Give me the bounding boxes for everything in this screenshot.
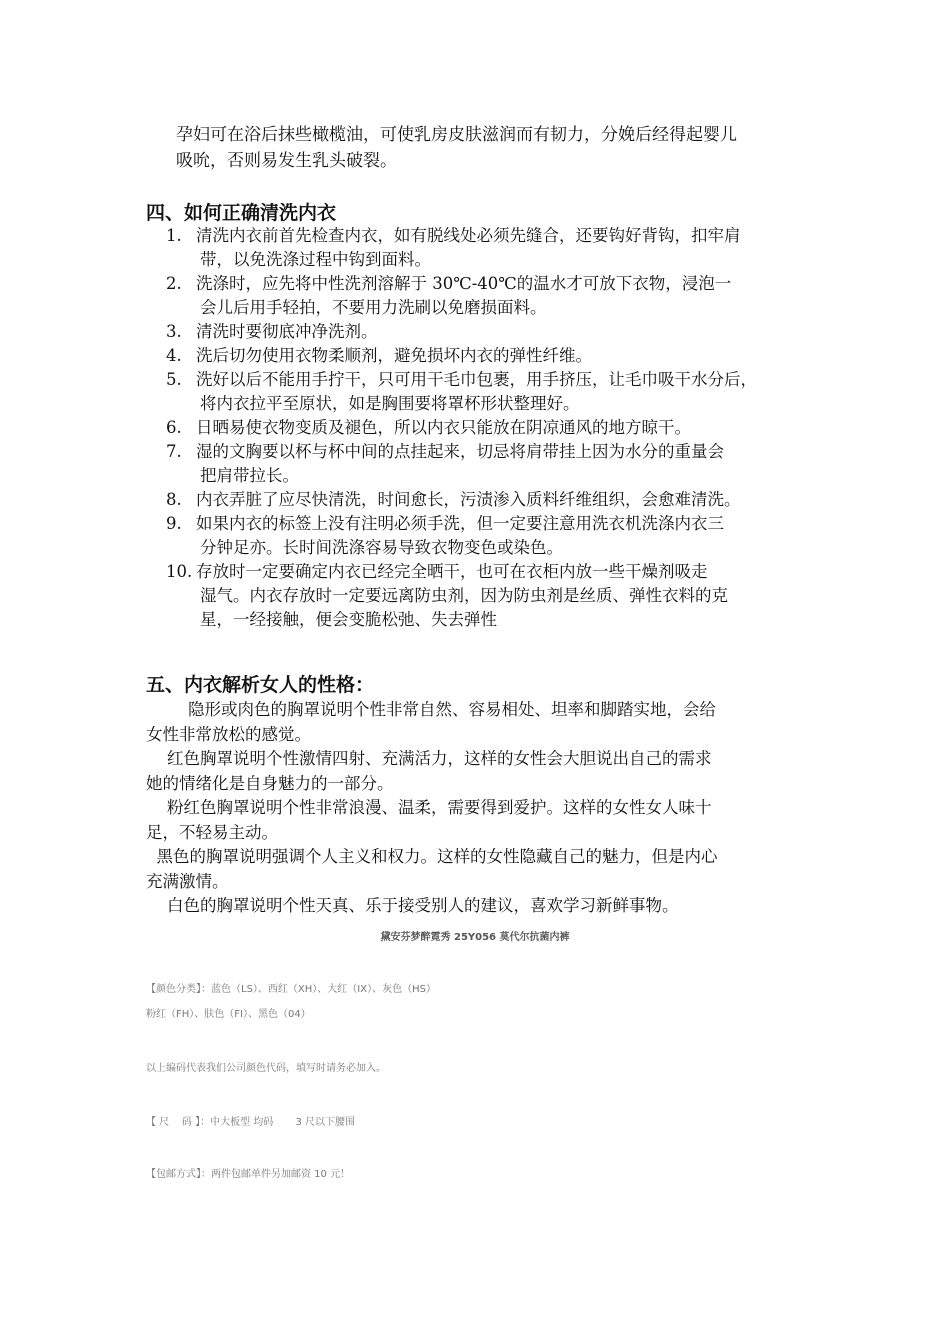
list-item-line: 洗涤时，应先将中性洗剂溶解于 30℃-40℃的温水才可放下衣物，浸泡一 — [196, 274, 732, 293]
list-item-number: 1. — [166, 226, 182, 245]
paragraph-line: 女性非常放松的感觉。 — [146, 724, 311, 744]
list-item-line: 把肩带拉长。 — [200, 466, 299, 485]
personality-paragraphs — [146, 698, 816, 919]
list-item-line: 内衣弄脏了应尽快清洗，时间愈长，污渍渗入质料纤维组织，会愈难清洗。 — [196, 490, 741, 509]
color-classification: 【颜色分类】：蓝色（LS）、西红（XH）、大红（IX）、灰色（HS） — [146, 984, 436, 995]
section-heading: 四、如何正确清洗内衣 — [146, 202, 337, 224]
color-classification-cont: 粉红（FH）、肤色（FI）、黑色（04） — [146, 1009, 311, 1020]
intro-paragraph — [176, 122, 816, 174]
list-item-line: 存放时一定要确定内衣已经完全晒干，也可在衣柜内放一些干燥剂吸走 — [196, 562, 708, 581]
list-item-text — [196, 320, 826, 344]
code-note: 以上编码代表我们公司颜色代码，填写时请务必加入。 — [146, 1063, 386, 1074]
washing-steps-list — [166, 224, 826, 632]
list-item — [166, 440, 826, 488]
list-item-text — [196, 440, 826, 488]
list-item-number: 5. — [166, 370, 182, 389]
size-info: 【 尺 码 】：中大板型 均码 3 尺以下腰围 — [146, 1117, 356, 1128]
intro-line: 孕妇可在浴后抹些橄榄油，可使乳房皮肤滋润而有韧力，分娩后经得起婴儿 — [176, 125, 737, 145]
list-item — [166, 488, 826, 512]
list-item-number: 9. — [166, 514, 182, 533]
paragraph-line: 白色的胸罩说明个性天真、乐于接受别人的建议，喜欢学习新鲜事物。 — [146, 896, 679, 915]
list-item-line: 洗好以后不能用手拧干，只可用干毛巾包裹，用手挤压，让毛巾吸干水分后， — [196, 370, 757, 389]
list-item-line: 星，一经接触，便会变脆松弛、失去弹性 — [200, 610, 497, 629]
paragraph-line: 她的情绪化是自身魅力的一部分。 — [146, 773, 394, 793]
list-item — [166, 416, 826, 440]
intro-line: 吸吮，否则易发生乳头破裂。 — [176, 151, 397, 171]
list-item-line: 会儿后用手轻拍，不要用力洗刷以免磨损面料。 — [200, 298, 547, 317]
list-item-line: 日晒易使衣物变质及褪色，所以内衣只能放在阴凉通风的地方晾干。 — [196, 418, 691, 437]
list-item-text — [196, 488, 826, 512]
paragraph-line: 充满激情。 — [146, 871, 229, 891]
list-item-line: 如果内衣的标签上没有注明必须手洗，但一定要注意用洗衣机洗涤内衣三 — [196, 514, 724, 533]
paragraph — [146, 894, 816, 919]
paragraph-line: 隐形或肉色的胸罩说明个性非常自然、容易相处、坦率和脚踏实地，会给 — [146, 700, 716, 719]
list-item — [166, 512, 826, 560]
paragraph — [146, 845, 816, 894]
paragraph-line: 足，不轻易主动。 — [146, 822, 278, 842]
list-item — [166, 320, 826, 344]
list-item-text — [196, 512, 826, 560]
product-title: 黛安芬梦醉霓秀 25Y056 莫代尔抗菌内裤 — [380, 932, 570, 943]
list-item-number: 7. — [166, 442, 182, 461]
section-heading: 五、内衣解析女人的性格： — [146, 674, 375, 696]
list-item-text — [196, 272, 826, 320]
list-item-line: 清洗时要彻底冲净洗剂。 — [196, 322, 378, 341]
list-item — [166, 368, 826, 416]
list-item-text — [196, 368, 826, 416]
list-item-text — [196, 560, 826, 632]
list-item-number: 10. — [166, 562, 193, 581]
paragraph-line: 黑色的胸罩说明强调个人主义和权力。这样的女性隐藏自己的魅力，但是内心 — [146, 847, 718, 866]
list-item — [166, 344, 826, 368]
list-item — [166, 272, 826, 320]
list-item-number: 8. — [166, 490, 182, 509]
list-item-line: 湿的文胸要以杯与杯中间的点挂起来，切忌将肩带挂上因为水分的重量会 — [196, 442, 724, 461]
list-item — [166, 224, 826, 272]
list-item — [166, 560, 826, 632]
paragraph — [146, 747, 816, 796]
list-item-line: 清洗内衣前首先检查内衣，如有脱线处必须先缝合，还要钩好背钩，扣牢肩 — [196, 226, 741, 245]
paragraph — [146, 698, 816, 747]
list-item-text — [196, 416, 826, 440]
list-item-line: 将内衣拉平至原状，如是胸围要将罩杯形状整理好。 — [200, 394, 580, 413]
list-item-line: 带，以免洗涤过程中钩到面料。 — [200, 250, 431, 269]
paragraph-line: 粉红色胸罩说明个性非常浪漫、温柔，需要得到爱护。这样的女性女人味十 — [146, 798, 712, 817]
list-item-number: 6. — [166, 418, 182, 437]
list-item-number: 4. — [166, 346, 182, 365]
list-item-text — [196, 344, 826, 368]
shipping-info: 【包邮方式】：两件包邮单件另加邮资 10 元！ — [146, 1169, 351, 1180]
paragraph-line: 红色胸罩说明个性激情四射、充满活力，这样的女性会大胆说出自己的需求 — [146, 749, 712, 768]
list-item-line: 洗后切勿使用衣物柔顺剂，避免损坏内衣的弹性纤维。 — [196, 346, 592, 365]
list-item-number: 3. — [166, 322, 182, 341]
list-item-line: 分钟足亦。长时间洗涤容易导致衣物变色或染色。 — [200, 538, 563, 557]
list-item-number: 2. — [166, 274, 182, 293]
list-item-line: 湿气。内衣存放时一定要远离防虫剂，因为防虫剂是丝质、弹性衣料的克 — [200, 586, 728, 605]
list-item-text — [196, 224, 826, 272]
paragraph — [146, 796, 816, 845]
